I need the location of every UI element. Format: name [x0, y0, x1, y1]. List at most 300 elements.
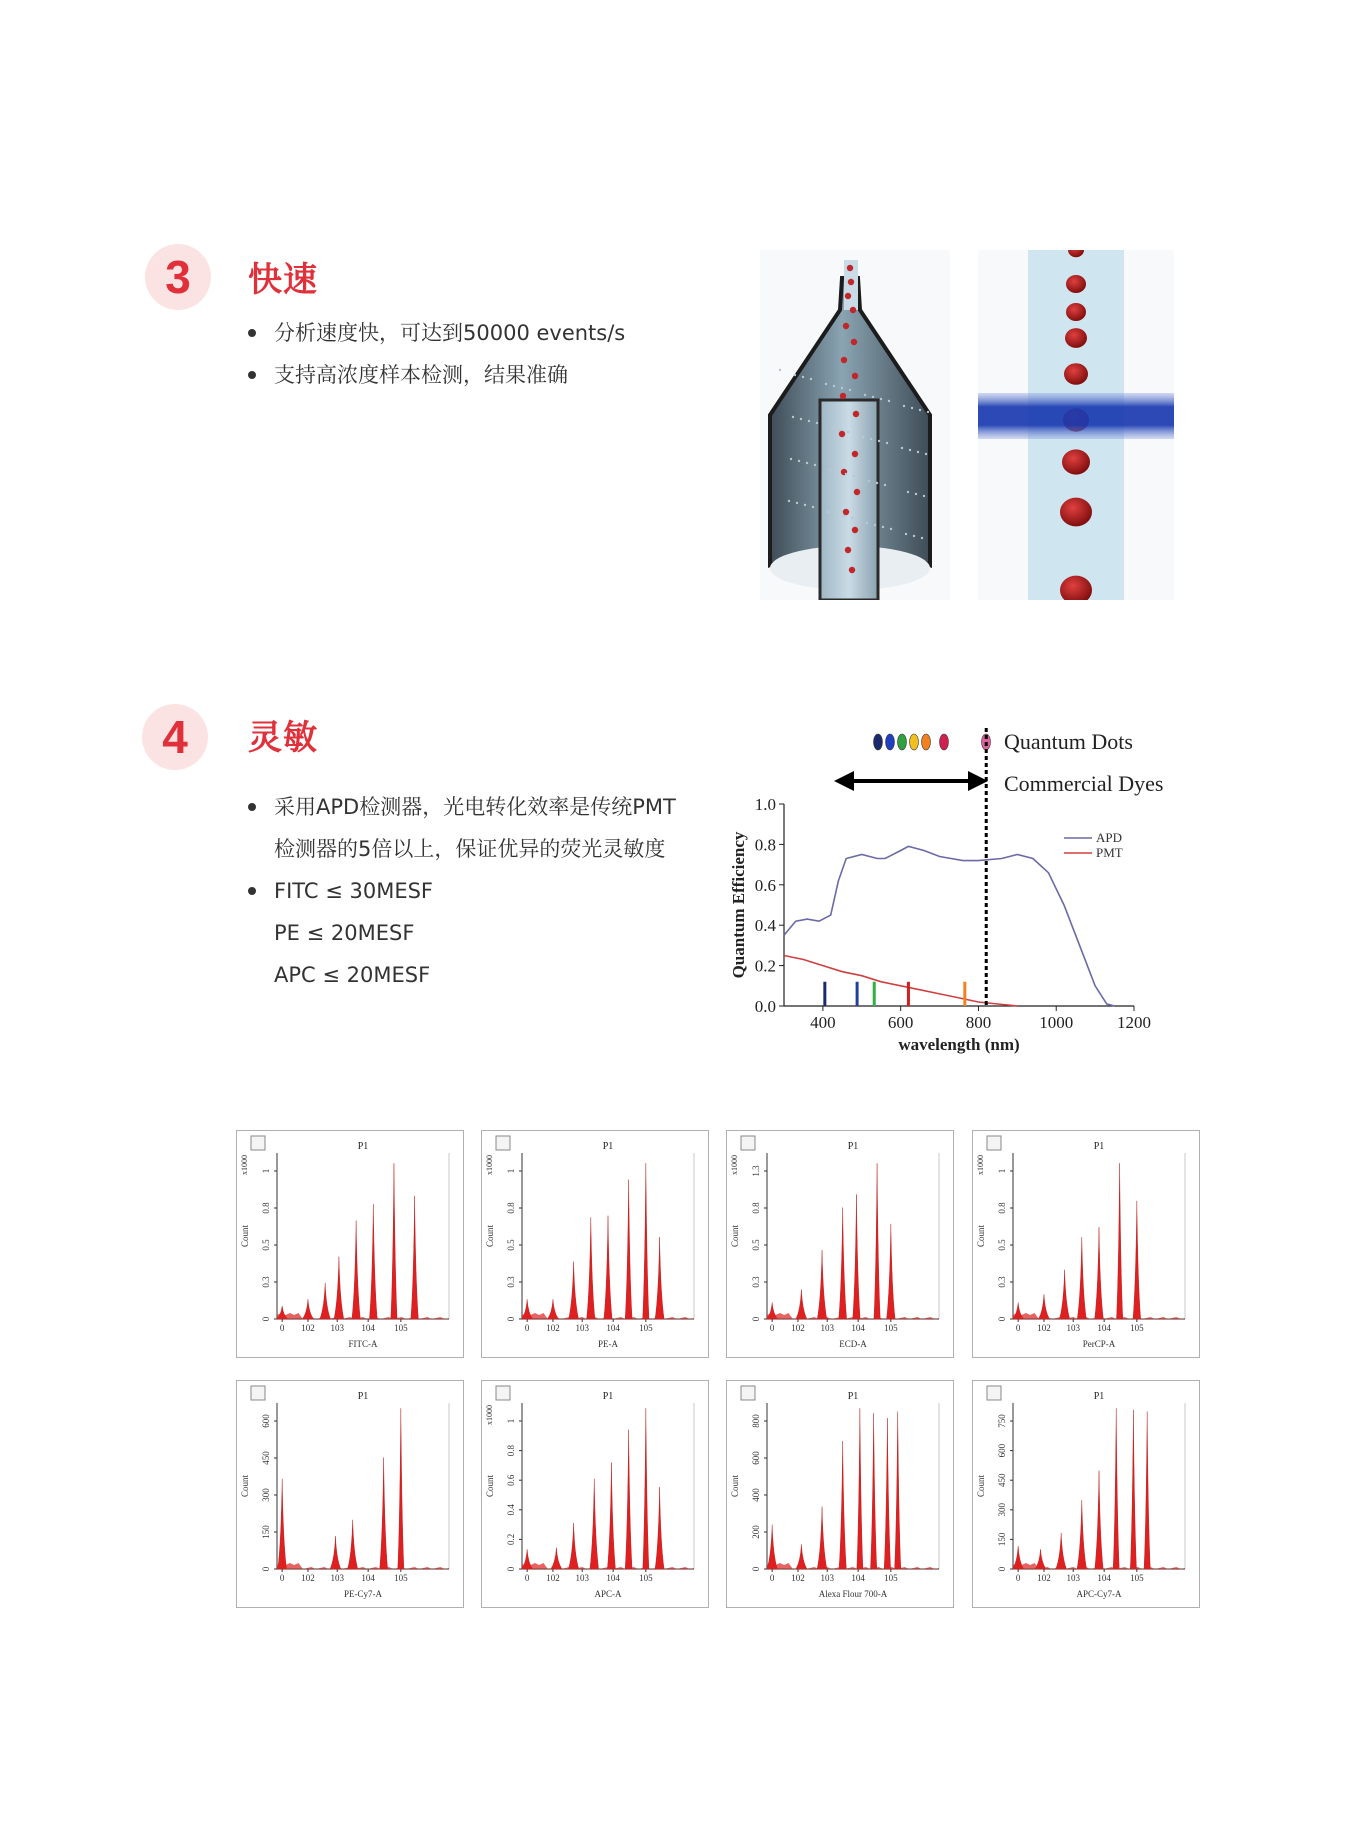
- surface-speck: [890, 528, 892, 530]
- x-tick-label: 102: [301, 1573, 315, 1583]
- x-tick-label: 0: [769, 1573, 775, 1583]
- surface-speck: [917, 451, 919, 453]
- x-tick-label: 0: [1015, 1323, 1021, 1333]
- histogram-peak: [1077, 1237, 1086, 1319]
- feature-item: FITC ≤ 30MESF: [242, 870, 676, 912]
- surface-speck: [925, 453, 927, 455]
- histogram-title: P1: [602, 1391, 614, 1402]
- feature-item: 检测器的5倍以上，保证优异的荧光灵敏度: [274, 837, 666, 861]
- particle: [847, 265, 853, 271]
- x-tick-label: 400: [810, 1013, 836, 1032]
- histogram-peak: [643, 1163, 649, 1319]
- x-tick-label: 600: [887, 1013, 914, 1032]
- commercial-dyes-label: Commercial Dyes: [1004, 771, 1164, 796]
- surface-speck: [923, 495, 925, 497]
- histogram-peak: [839, 1207, 847, 1319]
- scale-label: x1000: [485, 1155, 494, 1175]
- particle: [839, 431, 845, 437]
- cell: [1060, 498, 1092, 527]
- surface-speck: [837, 471, 839, 473]
- histogram-peak: [655, 1237, 664, 1319]
- x-tick-label: 102: [791, 1573, 805, 1583]
- y-tick-label: 0: [506, 1316, 516, 1322]
- y-tick-label: 750: [997, 1414, 1007, 1428]
- x-tick-label: 0: [524, 1573, 530, 1583]
- surface-speck: [802, 376, 804, 378]
- surface-speck: [845, 473, 847, 475]
- cell: [1065, 328, 1087, 348]
- x-tick-label: 103: [1066, 1573, 1080, 1583]
- x-tick-label: 103: [1066, 1323, 1080, 1333]
- surface-speck: [794, 374, 796, 376]
- x-tick-label: 104: [361, 1323, 375, 1333]
- y-tick-label: 0.8: [261, 1202, 271, 1214]
- histogram-peak: [625, 1430, 632, 1569]
- surface-speck: [788, 500, 790, 502]
- surface-speck: [796, 502, 798, 504]
- surface-speck: [810, 378, 812, 380]
- y-tick-label: 0.8: [506, 1202, 516, 1214]
- surface-speck: [905, 533, 907, 535]
- histogram-peak: [587, 1217, 595, 1319]
- y-tick-label: 0.5: [261, 1239, 271, 1251]
- particle: [852, 373, 858, 379]
- particle: [851, 339, 857, 345]
- histogram-peak: [278, 1479, 287, 1569]
- surface-speck: [921, 537, 923, 539]
- scale-label: x1000: [485, 1405, 494, 1425]
- y-axis-label: Count: [730, 1474, 740, 1498]
- dye-dot: [874, 734, 883, 750]
- surface-speck: [808, 420, 810, 422]
- surface-speck: [880, 398, 882, 400]
- y-tick-label: 0: [261, 1566, 271, 1572]
- checkbox-icon: [987, 1386, 1001, 1400]
- particle: [854, 489, 860, 495]
- histogram-svg: [482, 1131, 708, 1357]
- surface-speck: [907, 491, 909, 493]
- y-tick-label: 600: [997, 1443, 1007, 1458]
- particle: [850, 307, 856, 313]
- x-tick-label: 105: [1130, 1573, 1144, 1583]
- particle: [845, 547, 851, 553]
- particle: [853, 411, 859, 417]
- x-axis-label: APC-A: [594, 1589, 622, 1599]
- scale-label: x1000: [240, 1155, 249, 1175]
- histogram-title: P1: [357, 1141, 369, 1152]
- histogram-peak: [1077, 1500, 1086, 1569]
- histogram-panel: [236, 1130, 464, 1358]
- y-tick-label: 0.2: [754, 956, 776, 976]
- histogram-panel: [236, 1380, 464, 1608]
- histogram-baseline: [767, 1563, 939, 1569]
- feature-item: 分析速度快，可达到50000 events/s: [242, 312, 625, 354]
- x-tick-label: 103: [330, 1323, 344, 1333]
- cell: [1064, 363, 1088, 385]
- arrow-head-left: [834, 771, 854, 791]
- checkbox-icon: [251, 1386, 265, 1400]
- y-tick-label: 0.0: [754, 997, 776, 1016]
- histogram-panel: [726, 1130, 954, 1358]
- x-tick-label: 0: [279, 1323, 285, 1333]
- x-tick-label: 104: [606, 1573, 620, 1583]
- histogram-peak: [874, 1163, 880, 1319]
- histogram-panel: [972, 1130, 1200, 1358]
- y-axis-label: Count: [730, 1224, 740, 1248]
- surface-speck: [792, 416, 794, 418]
- y-tick-label: 1: [506, 1418, 516, 1424]
- histogram-peak: [1095, 1471, 1103, 1569]
- section-title: 快速: [248, 260, 318, 300]
- x-tick-label: 103: [820, 1323, 834, 1333]
- x-axis-label: PE-Cy7-A: [344, 1589, 382, 1599]
- y-tick-label: 0.2: [506, 1533, 516, 1546]
- particle: [848, 279, 854, 285]
- y-tick-label: 800: [751, 1414, 761, 1428]
- y-tick-label: 450: [997, 1473, 1007, 1487]
- cell: [1062, 449, 1090, 474]
- y-tick-label: 0.3: [261, 1276, 271, 1288]
- feature-list: [242, 312, 625, 396]
- y-tick-label: 0.5: [997, 1239, 1007, 1251]
- y-tick-label: 1.0: [754, 795, 776, 814]
- checkbox-icon: [251, 1136, 265, 1150]
- x-tick-label: 104: [1097, 1323, 1111, 1333]
- x-tick-label: 800: [965, 1013, 992, 1032]
- particle: [843, 509, 849, 515]
- flow-cell-illustration: [760, 250, 950, 600]
- y-tick-label: 0.4: [754, 916, 776, 936]
- checkbox-icon: [741, 1386, 755, 1400]
- y-tick-label: 0.6: [754, 875, 776, 895]
- particle: [852, 451, 858, 457]
- surface-speck: [847, 431, 849, 433]
- histogram-svg: [482, 1381, 708, 1607]
- histogram-svg: [973, 1131, 1199, 1357]
- surface-speck: [884, 484, 886, 486]
- feature-item: PE ≤ 20MESF: [274, 921, 415, 945]
- x-tick-label: 102: [546, 1323, 560, 1333]
- surface-speck: [876, 482, 878, 484]
- surface-speck: [835, 513, 837, 515]
- x-axis-label: FITC-A: [348, 1339, 378, 1349]
- surface-speck: [919, 409, 921, 411]
- histogram-peak: [590, 1479, 599, 1569]
- x-tick-label: 102: [301, 1323, 315, 1333]
- x-tick-label: 104: [851, 1323, 865, 1333]
- surface-speck: [825, 383, 827, 385]
- histogram-title: P1: [847, 1391, 859, 1402]
- histogram-peak: [369, 1204, 377, 1319]
- histogram-svg: [973, 1381, 1199, 1607]
- y-tick-label: 1.3: [751, 1165, 761, 1177]
- x-tick-label: 103: [820, 1573, 834, 1583]
- cell: [1066, 303, 1086, 321]
- x-tick-label: 104: [851, 1573, 865, 1583]
- particle: [852, 527, 858, 533]
- x-tick-label: 102: [1037, 1323, 1051, 1333]
- y-axis-label: Quantum Efficiency: [729, 831, 748, 979]
- x-tick-label: 0: [1015, 1573, 1021, 1583]
- surface-speck: [911, 407, 913, 409]
- y-tick-label: 0.8: [751, 1202, 761, 1214]
- section-number-badge: 4: [142, 704, 208, 770]
- y-tick-label: 0: [997, 1316, 1007, 1322]
- x-tick-label: 102: [546, 1573, 560, 1583]
- legend-label: APD: [1096, 830, 1123, 845]
- histogram-peak: [796, 1289, 807, 1319]
- x-axis-label: ECD-A: [839, 1339, 867, 1349]
- histogram-peak: [655, 1487, 664, 1569]
- x-tick-label: 104: [361, 1573, 375, 1583]
- histogram-svg: [237, 1381, 463, 1607]
- surface-speck: [870, 438, 872, 440]
- surface-speck: [798, 460, 800, 462]
- x-tick-label: 105: [884, 1573, 898, 1583]
- checkbox-icon: [987, 1136, 1001, 1150]
- histogram-peak: [380, 1457, 388, 1569]
- scale-label: x1000: [730, 1155, 739, 1175]
- histogram-peak: [1095, 1227, 1104, 1319]
- histogram-panel: [481, 1130, 709, 1358]
- histogram-peak: [352, 1221, 360, 1319]
- histogram-title: P1: [357, 1391, 369, 1402]
- histogram-peak: [1130, 1410, 1136, 1569]
- y-axis-label: Count: [976, 1474, 986, 1498]
- dye-dot: [910, 734, 919, 750]
- y-tick-label: 0: [506, 1566, 516, 1572]
- surface-speck: [849, 389, 851, 391]
- quantum-efficiency-chart: [726, 714, 1226, 1054]
- particle: [845, 293, 851, 299]
- x-tick-label: 1200: [1117, 1013, 1151, 1032]
- y-tick-label: 0: [751, 1566, 761, 1572]
- feature-list: [242, 786, 676, 996]
- y-axis-label: Count: [485, 1474, 495, 1498]
- surface-speck: [915, 493, 917, 495]
- surface-speck: [913, 535, 915, 537]
- scale-label: x1000: [976, 1155, 985, 1175]
- surface-speck: [831, 427, 833, 429]
- feature-item: 支持高浓度样本检测，结果准确: [242, 354, 625, 396]
- y-tick-label: 600: [261, 1414, 271, 1428]
- feature-item: 采用APD检测器，光电转化效率是传统PMT: [242, 786, 676, 828]
- y-tick-label: 1: [997, 1168, 1007, 1174]
- histogram-peak: [1038, 1294, 1049, 1319]
- dye-dot: [886, 734, 895, 750]
- surface-speck: [868, 480, 870, 482]
- y-tick-label: 0.8: [754, 835, 776, 855]
- histogram-peak: [1116, 1163, 1122, 1319]
- histogram-title: P1: [1093, 1391, 1105, 1402]
- histogram-peak: [568, 1523, 578, 1569]
- histogram-peak: [853, 1194, 860, 1319]
- histogram-peak: [1113, 1408, 1119, 1569]
- histogram-peak: [604, 1216, 612, 1319]
- histogram-peak: [569, 1262, 579, 1319]
- y-tick-label: 0.5: [751, 1239, 761, 1251]
- x-tick-label: 0: [524, 1323, 530, 1333]
- histogram-peak: [330, 1536, 341, 1569]
- histogram-peak: [625, 1180, 632, 1319]
- surface-speck: [851, 517, 853, 519]
- y-axis-label: Count: [240, 1224, 250, 1248]
- histogram-panel: [481, 1380, 709, 1608]
- surface-speck: [882, 526, 884, 528]
- surface-speck: [878, 440, 880, 442]
- y-axis-label: Count: [485, 1224, 495, 1248]
- surface-speck: [853, 475, 855, 477]
- x-tick-label: 1000: [1039, 1013, 1074, 1032]
- x-axis-label: PerCP-A: [1082, 1339, 1116, 1349]
- histogram-peak: [348, 1520, 358, 1569]
- feature-item: APC ≤ 20MESF: [274, 963, 431, 987]
- x-axis-label: Alexa Flour 700-A: [818, 1589, 888, 1599]
- histogram-title: P1: [602, 1141, 614, 1152]
- histogram-peak: [839, 1441, 846, 1569]
- histogram-peak: [857, 1408, 863, 1569]
- histogram-peak: [551, 1548, 562, 1569]
- surface-speck: [872, 396, 874, 398]
- particle: [840, 393, 846, 399]
- dye-dot: [940, 734, 949, 750]
- surface-speck: [804, 504, 806, 506]
- histogram-title: P1: [1093, 1141, 1105, 1152]
- series-line-pmt: [784, 956, 1017, 1007]
- y-tick-label: 0.4: [506, 1504, 516, 1516]
- surface-speck: [839, 429, 841, 431]
- histogram-svg: [727, 1131, 953, 1357]
- surface-speck: [862, 436, 864, 438]
- y-tick-label: 0: [261, 1316, 271, 1322]
- x-axis-label: wavelength (nm): [898, 1035, 1020, 1054]
- histogram-peak: [398, 1408, 404, 1569]
- surface-speck: [864, 394, 866, 396]
- x-axis-label: PE-A: [598, 1339, 618, 1349]
- histogram-peak: [884, 1418, 890, 1569]
- x-tick-label: 105: [639, 1323, 653, 1333]
- x-tick-label: 0: [769, 1323, 775, 1333]
- histogram-peak: [411, 1196, 419, 1319]
- y-tick-label: 0.3: [997, 1276, 1007, 1288]
- histogram-svg: [237, 1131, 463, 1357]
- y-tick-label: 150: [997, 1532, 1007, 1547]
- histogram-panel: [972, 1380, 1200, 1608]
- surface-speck: [814, 464, 816, 466]
- surface-speck: [806, 462, 808, 464]
- x-tick-label: 102: [1037, 1573, 1051, 1583]
- histogram-peak: [547, 1299, 558, 1319]
- histogram-peak: [320, 1283, 331, 1319]
- surface-speck: [874, 524, 876, 526]
- dye-dot: [922, 734, 931, 750]
- y-tick-label: 0.5: [506, 1239, 516, 1251]
- surface-speck: [816, 422, 818, 424]
- y-tick-label: 300: [261, 1488, 271, 1502]
- y-axis-label: Count: [976, 1224, 986, 1248]
- x-tick-label: 103: [575, 1323, 589, 1333]
- surface-speck: [779, 369, 781, 371]
- y-tick-label: 0: [751, 1316, 761, 1322]
- particle: [849, 567, 855, 573]
- x-tick-label: 105: [884, 1323, 898, 1333]
- histogram-peak: [895, 1412, 901, 1569]
- surface-speck: [843, 515, 845, 517]
- histogram-peak: [1133, 1201, 1141, 1319]
- surface-speck: [903, 405, 905, 407]
- x-tick-label: 105: [1130, 1323, 1144, 1333]
- y-tick-label: 0.6: [506, 1474, 516, 1486]
- checkbox-icon: [496, 1386, 510, 1400]
- surface-speck: [800, 418, 802, 420]
- x-axis-label: APC-Cy7-A: [1076, 1589, 1122, 1599]
- histogram-peak: [817, 1507, 827, 1569]
- laser-interrogation-illustration: [978, 250, 1174, 600]
- cell: [1066, 275, 1086, 293]
- surface-speck: [927, 411, 929, 413]
- y-tick-label: 0.3: [506, 1276, 516, 1288]
- x-tick-label: 105: [394, 1323, 408, 1333]
- checkbox-icon: [741, 1136, 755, 1150]
- y-tick-label: 450: [261, 1451, 271, 1465]
- section-number-badge: 3: [145, 244, 211, 310]
- x-tick-label: 104: [606, 1323, 620, 1333]
- histogram-peak: [334, 1257, 344, 1319]
- series-line-apd: [784, 846, 1115, 1006]
- histogram-peak: [1144, 1412, 1150, 1569]
- histogram-panel: [726, 1380, 954, 1608]
- x-tick-label: 104: [1097, 1573, 1111, 1583]
- histogram-peak: [817, 1250, 826, 1319]
- surface-speck: [812, 506, 814, 508]
- x-tick-label: 103: [575, 1573, 589, 1583]
- surface-speck: [841, 387, 843, 389]
- y-tick-label: 0.3: [751, 1276, 761, 1288]
- surface-speck: [901, 447, 903, 449]
- section-title: 灵敏: [248, 718, 318, 758]
- y-tick-label: 0.8: [997, 1202, 1007, 1214]
- surface-speck: [790, 458, 792, 460]
- histogram-title: P1: [847, 1141, 859, 1152]
- histogram-peak: [1056, 1533, 1067, 1569]
- histogram-peak: [767, 1525, 777, 1569]
- y-tick-label: 150: [261, 1525, 271, 1539]
- histogram-peak: [870, 1413, 876, 1569]
- x-tick-label: 0: [279, 1573, 285, 1583]
- surface-speck: [909, 449, 911, 451]
- x-tick-label: 102: [791, 1323, 805, 1333]
- surface-speck: [829, 469, 831, 471]
- quantum-dots-label: Quantum Dots: [1004, 729, 1133, 754]
- particle: [843, 323, 849, 329]
- y-axis-label: Count: [240, 1474, 250, 1498]
- surface-speck: [888, 400, 890, 402]
- surface-speck: [866, 522, 868, 524]
- y-tick-label: 200: [751, 1525, 761, 1539]
- surface-speck: [833, 385, 835, 387]
- histogram-svg: [727, 1381, 953, 1607]
- dye-dot: [898, 734, 907, 750]
- histogram-peak: [887, 1224, 896, 1319]
- surface-speck: [827, 511, 829, 513]
- particle: [841, 357, 847, 363]
- y-tick-label: 1: [506, 1168, 516, 1174]
- histogram-peak: [607, 1462, 615, 1569]
- x-tick-label: 105: [394, 1573, 408, 1583]
- histogram-peak: [302, 1299, 313, 1319]
- y-tick-label: 400: [751, 1488, 761, 1502]
- y-tick-label: 0.8: [506, 1444, 516, 1457]
